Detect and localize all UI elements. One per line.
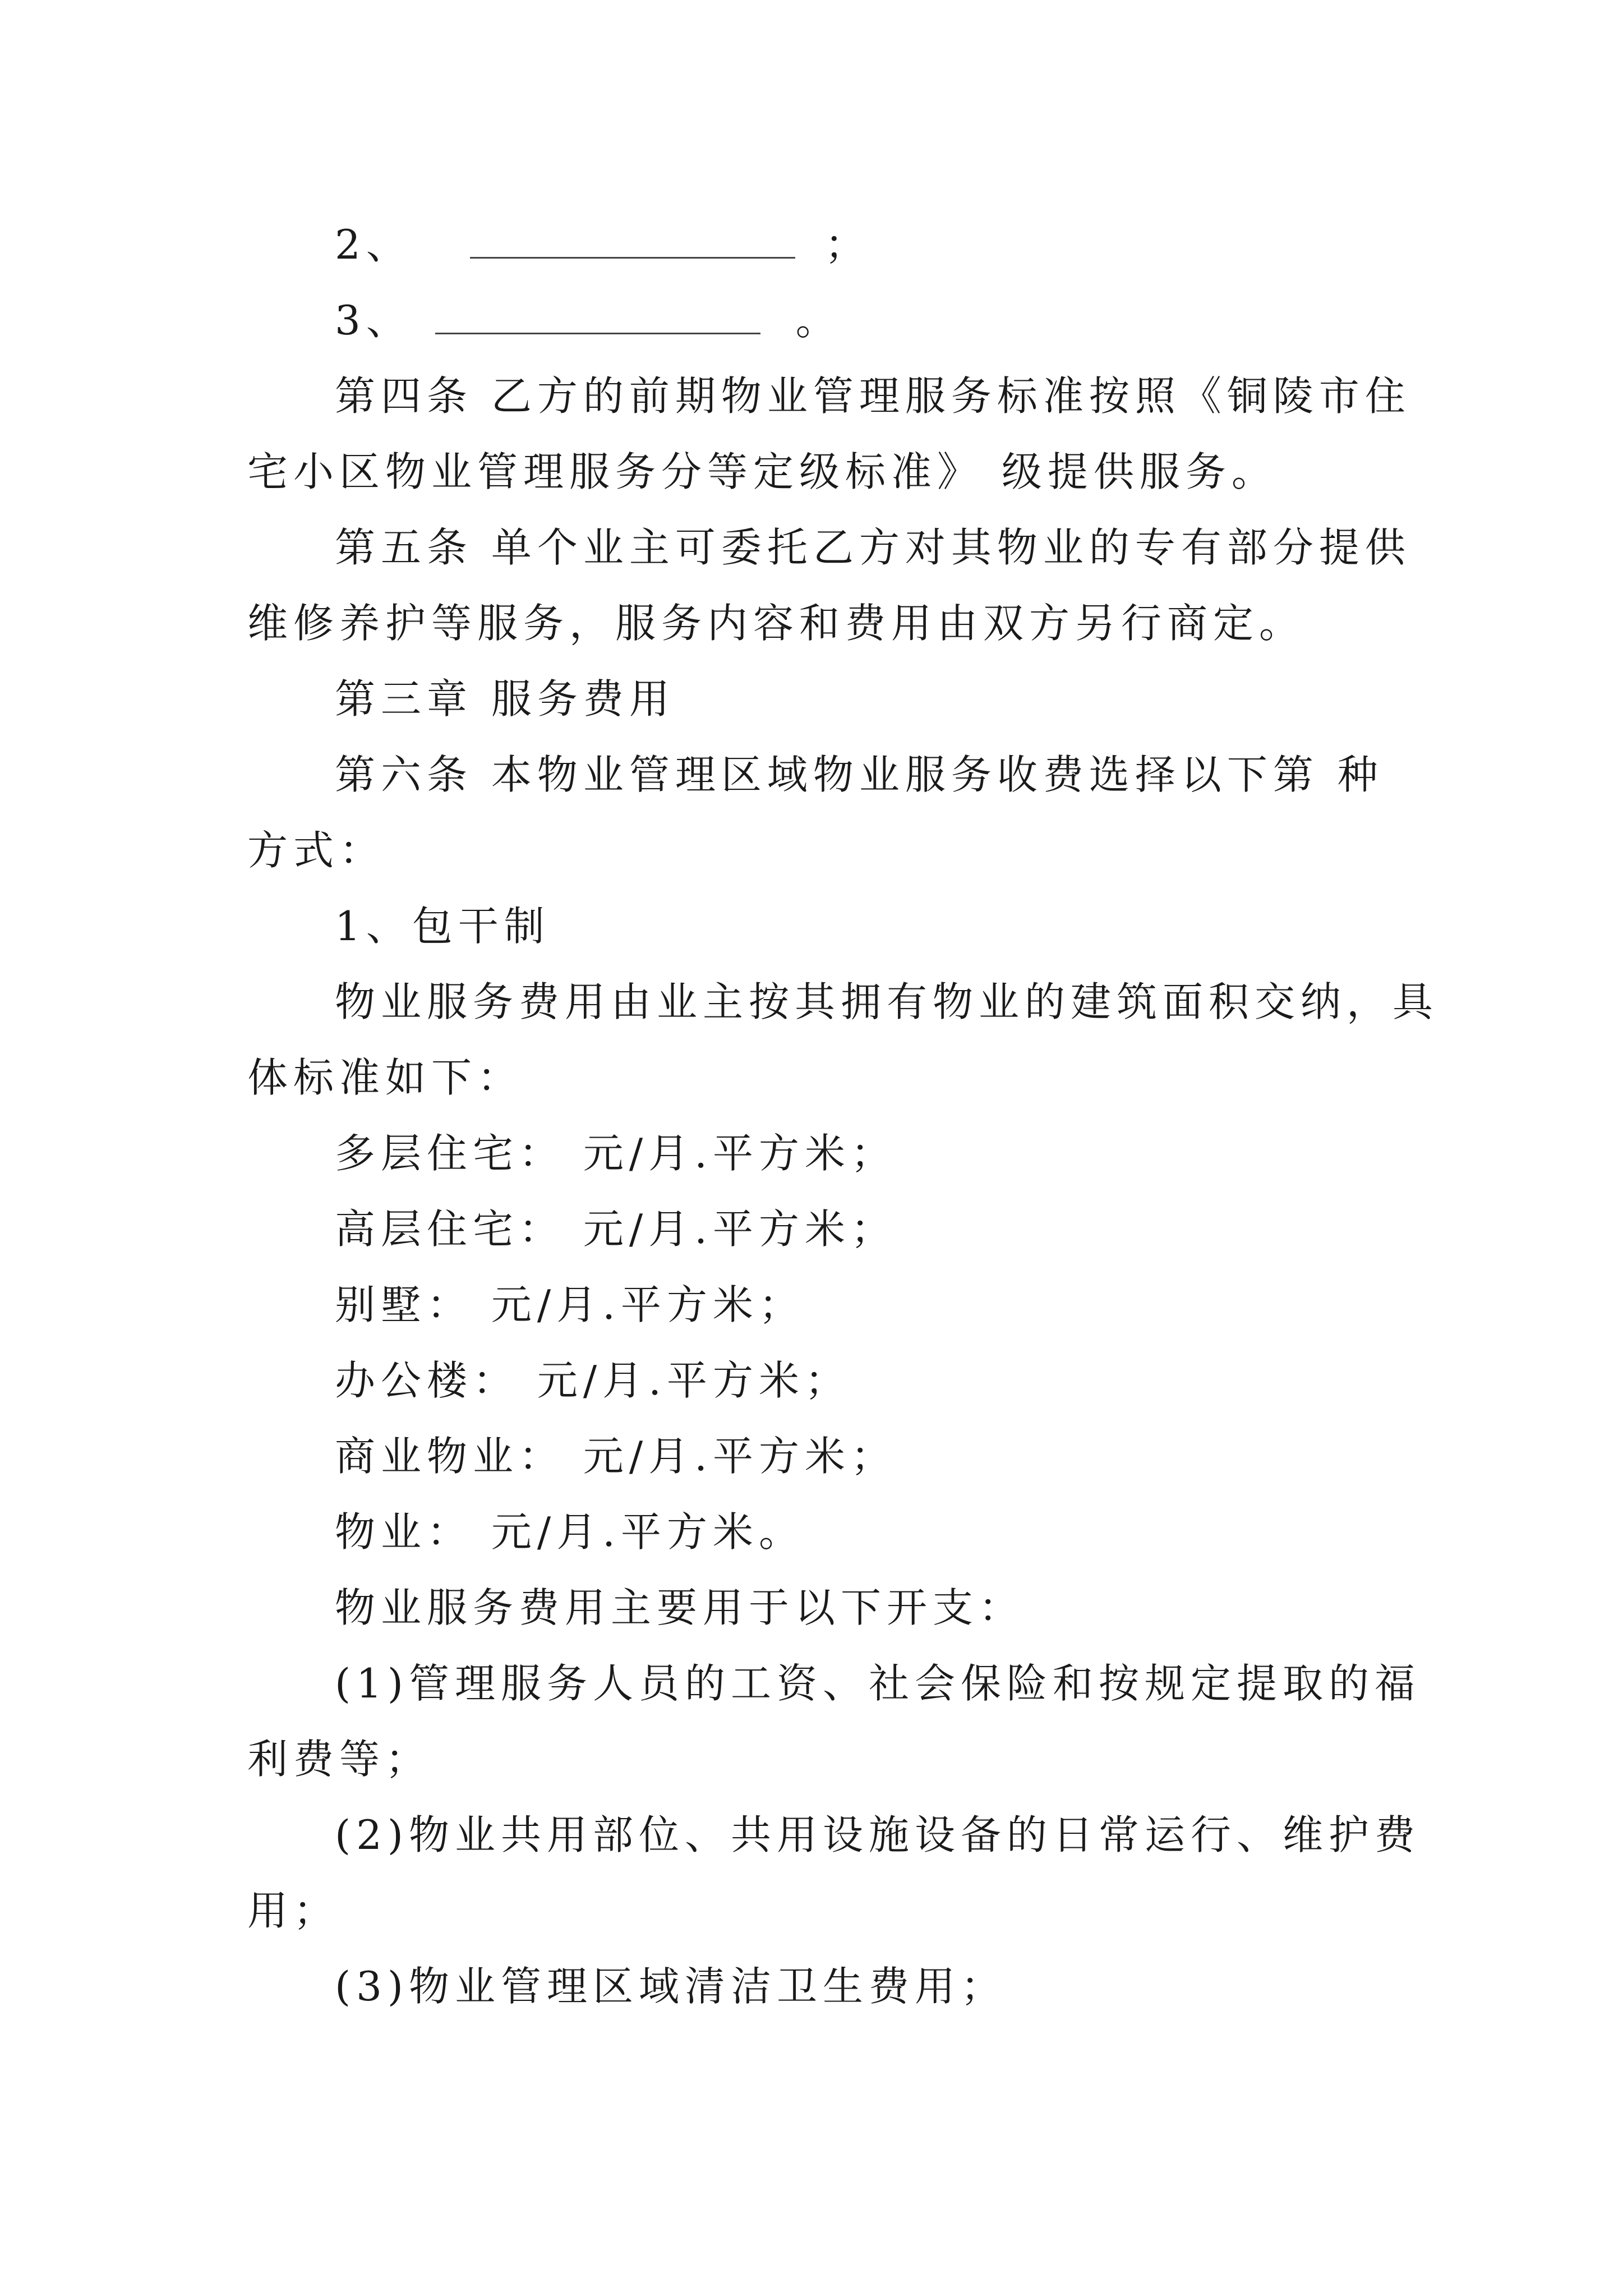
item-3-blank [435, 300, 760, 334]
expense-1-line-2: 利费等； [247, 1736, 432, 1783]
expense-2-line-1: (2)物业共用部位、共用设施设备的日常运行、维护费 [335, 1811, 1421, 1858]
item-3 [335, 297, 842, 344]
article-5-line-1: 第五条 单个业主可委托乙方对其物业的专有部分提供 [335, 524, 1411, 571]
expense-3: (3)物业管理区域清洁卫生费用； [335, 1963, 1007, 2010]
article-4-line-1: 第四条 乙方的前期物业管理服务标准按照《铜陵市住 [335, 372, 1411, 420]
rate-office: 办公楼： 元/月.平方米； [335, 1357, 851, 1404]
rate-commercial: 商业物业： 元/月.平方米； [335, 1433, 897, 1480]
expense-intro: 物业服务费用主要用于以下开支： [335, 1584, 1025, 1631]
item-3-prefix: 3、 [335, 297, 412, 344]
article-6-line-2: 方式： [247, 827, 386, 874]
expense-2-line-2: 用； [247, 1887, 340, 1934]
fee-desc-line-1: 物业服务费用由业主按其拥有物业的建筑面积交纳，具 [335, 978, 1439, 1025]
rate-villa: 别墅： 元/月.平方米； [335, 1281, 805, 1328]
rate-property: 物业： 元/月.平方米。 [335, 1508, 805, 1556]
rate-multilayer: 多层住宅： 元/月.平方米； [335, 1130, 897, 1177]
chapter-3-heading: 第三章 服务费用 [335, 675, 675, 723]
method-1: 1、包干制 [335, 903, 550, 950]
article-5-line-2: 维修养护等服务，服务内容和费用由双方另行商定。 [247, 600, 1306, 647]
item-2 [335, 221, 871, 268]
article-6-line-1: 第六条 本物业管理区域物业服务收费选择以下第 种 [335, 751, 1384, 798]
item-3-suffix: 。 [795, 297, 842, 344]
fee-desc-line-2: 体标准如下： [247, 1054, 524, 1101]
item-2-blank [470, 224, 795, 259]
item-2-suffix: ； [824, 221, 871, 268]
article-4-line-2: 宅小区物业管理服务分等定级标准》 级提供服务。 [247, 448, 1278, 495]
item-2-prefix: 2、 [335, 221, 412, 268]
rate-highrise: 高层住宅： 元/月.平方米； [335, 1205, 897, 1253]
expense-1-line-1: (1)管理服务人员的工资、社会保险和按规定提取的福 [335, 1660, 1421, 1707]
